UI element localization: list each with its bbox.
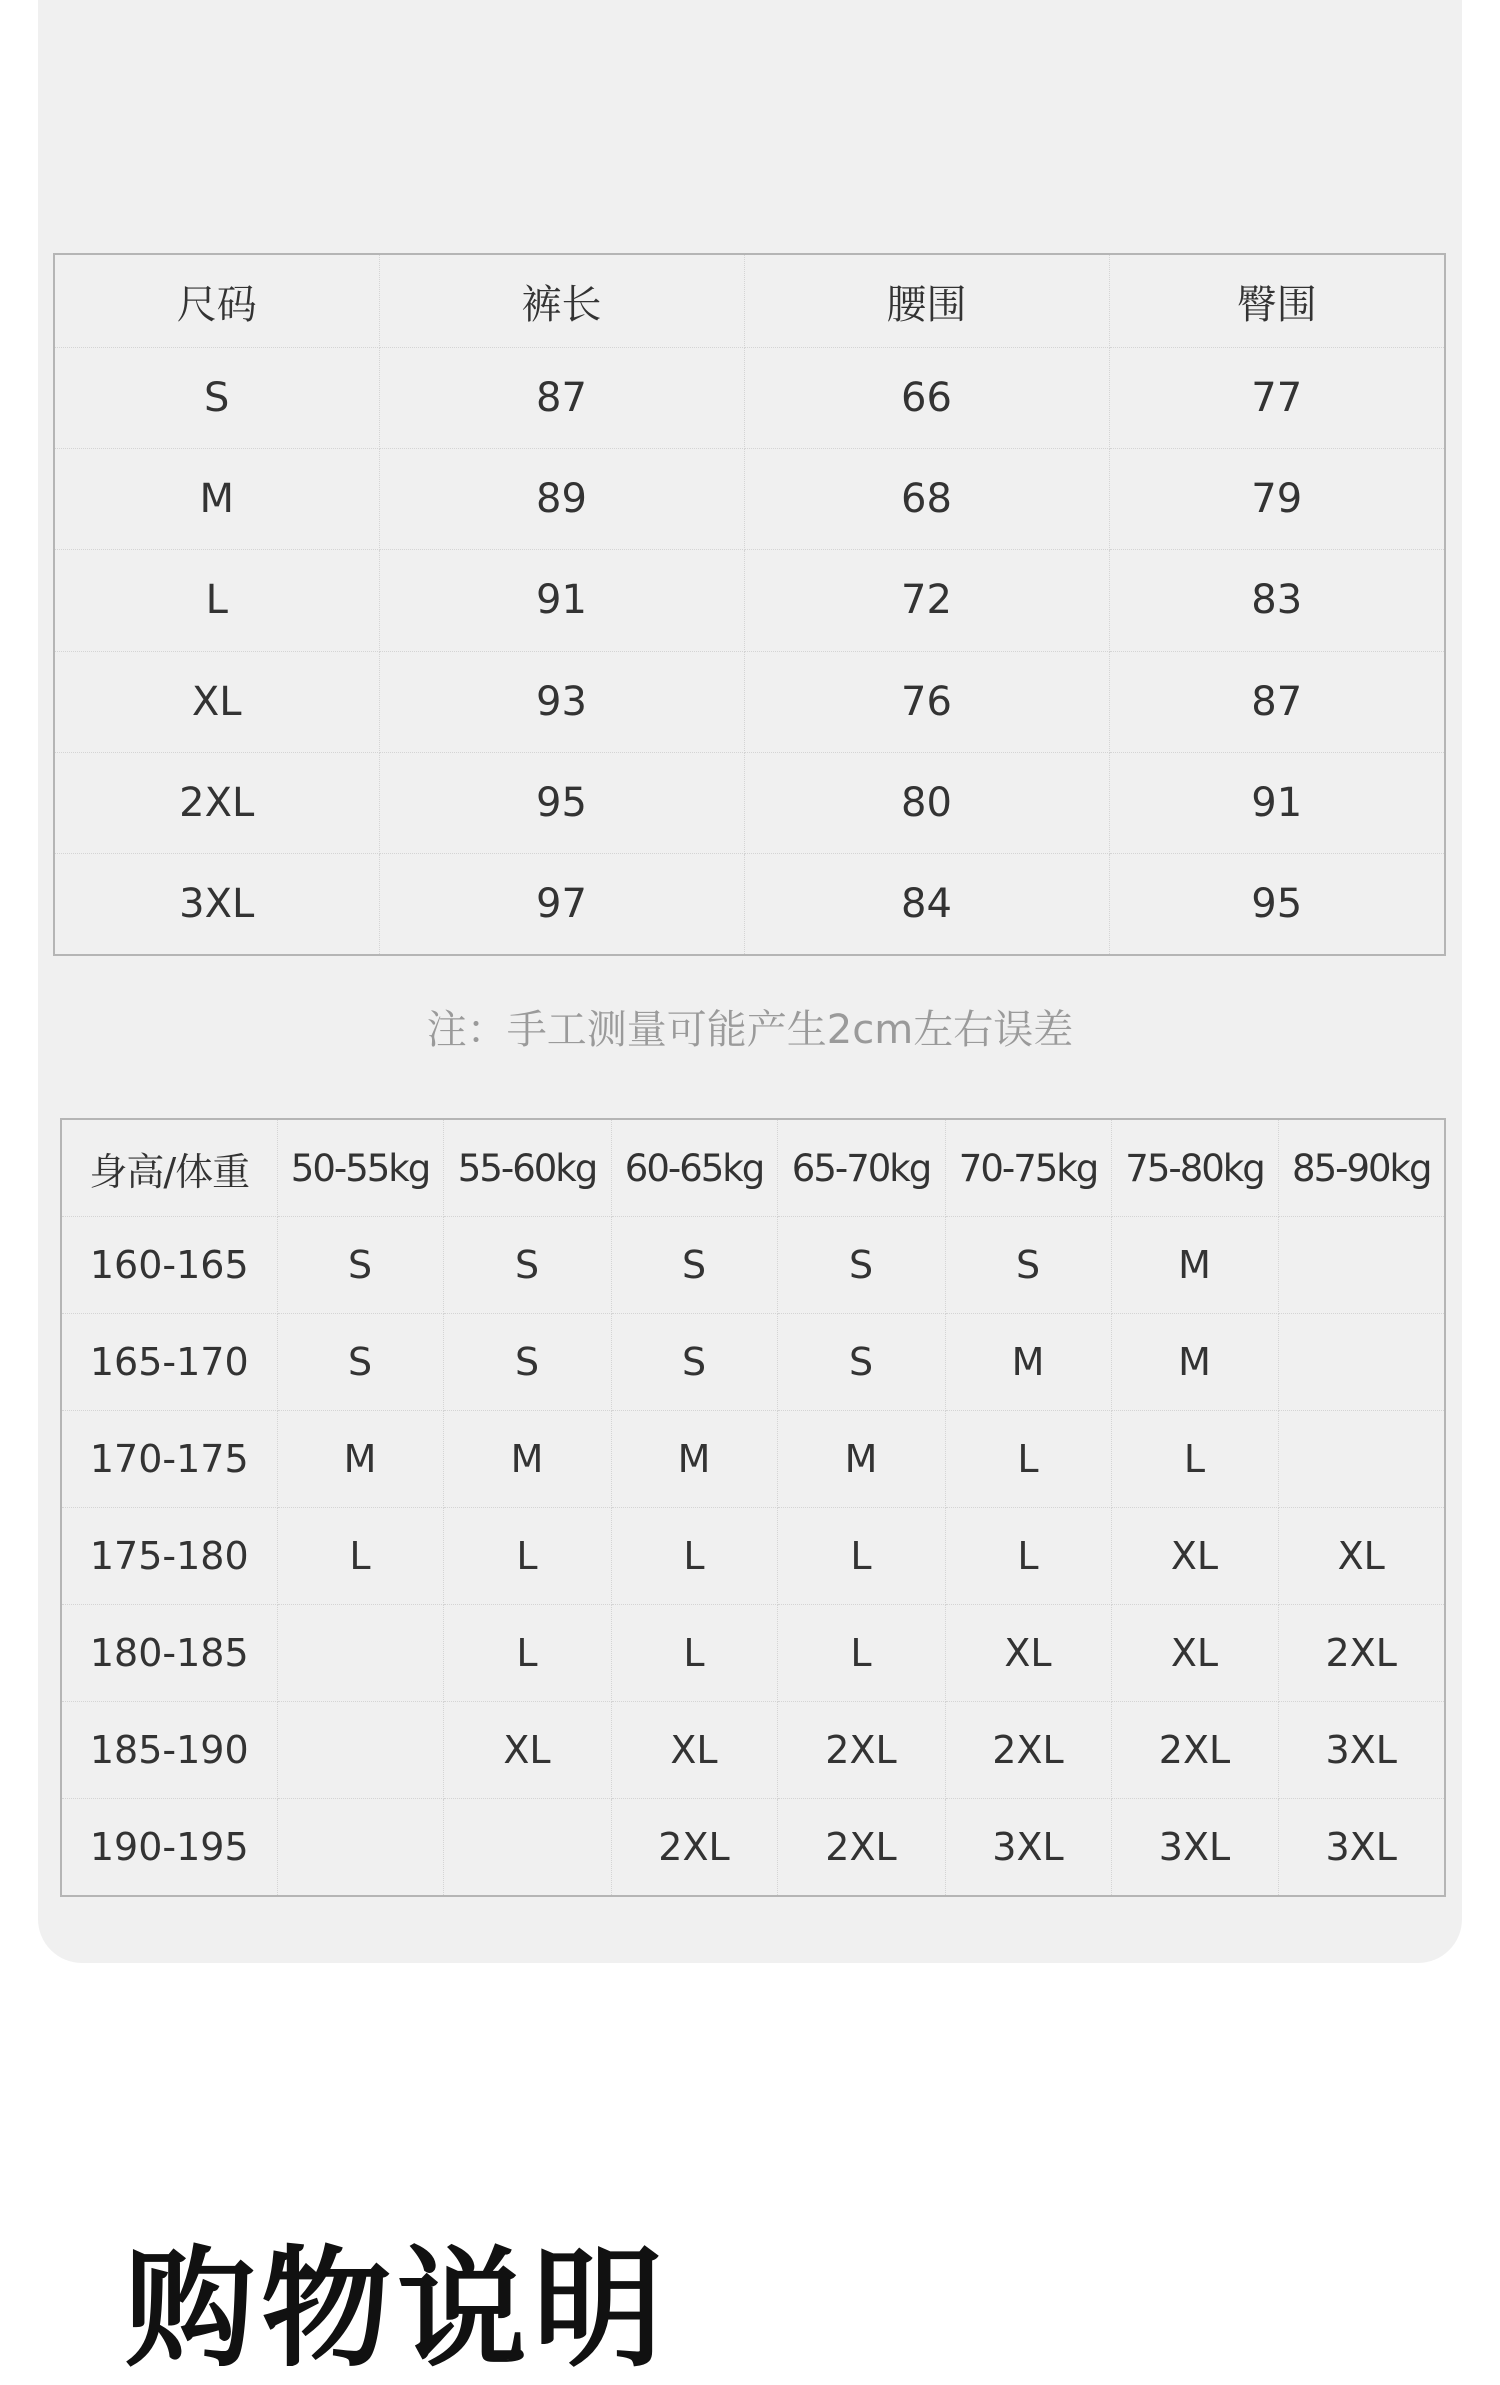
- size-cell: L: [54, 550, 379, 651]
- length-cell: 89: [379, 449, 744, 550]
- size-recommendation-table: [60, 1118, 1446, 1897]
- waist-cell: 84: [744, 853, 1109, 955]
- size-cell: XL: [611, 1702, 777, 1799]
- size-cell: 3XL: [1325, 1825, 1397, 1869]
- size-cell: [277, 1605, 443, 1702]
- length-cell: 91: [379, 550, 744, 651]
- length-cell: 93: [379, 651, 744, 752]
- hip-cell: 83: [1109, 550, 1445, 651]
- size-table-header: 腰围: [744, 254, 1109, 348]
- size-cell: M: [443, 1411, 611, 1508]
- waist-cell: 66: [744, 348, 1109, 449]
- shopping-instructions-title: 购物说明: [125, 2233, 670, 2385]
- height-cell: 185-190: [61, 1702, 277, 1799]
- hip-cell: 79: [1109, 449, 1445, 550]
- size-cell: S: [443, 1217, 611, 1314]
- table-row: [61, 1605, 1445, 1702]
- length-cell: 95: [379, 752, 744, 853]
- size-cell: S: [777, 1314, 945, 1411]
- size-cell: [443, 1799, 611, 1897]
- size-cell: S: [945, 1217, 1111, 1314]
- height-weight-header: 身高/体重: [61, 1119, 277, 1217]
- height-cell: 175-180: [61, 1508, 277, 1605]
- height-cell: 190-195: [61, 1799, 277, 1897]
- waist-cell: 80: [744, 752, 1109, 853]
- size-cell: 3XL: [54, 853, 379, 955]
- table-row: [54, 752, 1445, 853]
- length-cell: 87: [379, 348, 744, 449]
- waist-cell: 68: [744, 449, 1109, 550]
- weight-header: 75-80kg: [1111, 1119, 1278, 1217]
- size-cell: S: [277, 1217, 443, 1314]
- size-cell: L: [611, 1605, 777, 1702]
- table-row: [54, 348, 1445, 449]
- size-cell: L: [1111, 1411, 1278, 1508]
- size-cell: XL: [1278, 1508, 1445, 1605]
- table-row: [61, 1702, 1445, 1799]
- table-row: [54, 550, 1445, 651]
- size-cell: M: [54, 449, 379, 550]
- table-row: [54, 449, 1445, 550]
- hip-cell: 77: [1109, 348, 1445, 449]
- table-row: [61, 1314, 1445, 1411]
- size-table-header-row: [54, 254, 1445, 348]
- size-cell: M: [1111, 1314, 1278, 1411]
- size-cell: 2XL: [777, 1702, 945, 1799]
- size-cell: S: [54, 348, 379, 449]
- size-cell: M: [945, 1314, 1111, 1411]
- size-cell: [1278, 1411, 1445, 1508]
- size-cell: S: [277, 1314, 443, 1411]
- size-cell: 2XL: [1111, 1702, 1278, 1799]
- measurement-note: 注：手工测量可能产生2cm左右误差: [426, 1007, 1074, 1053]
- hip-cell: 91: [1109, 752, 1445, 853]
- table-row: [61, 1799, 1445, 1897]
- weight-header: 55-60kg: [443, 1119, 611, 1217]
- size-cell: M: [777, 1411, 945, 1508]
- table-row: [54, 651, 1445, 752]
- weight-header: 85-90kg: [1278, 1119, 1445, 1217]
- size-cell: [277, 1702, 443, 1799]
- size-cell: [1278, 1217, 1445, 1314]
- size-cell: L: [945, 1508, 1111, 1605]
- size-cell: XL: [945, 1605, 1111, 1702]
- size-table-header: 臀围: [1109, 254, 1445, 348]
- size-cell: 3XL: [1278, 1702, 1445, 1799]
- table-row: [61, 1508, 1445, 1605]
- size-cell: S: [611, 1314, 777, 1411]
- size-cell: XL: [443, 1702, 611, 1799]
- waist-cell: 76: [744, 651, 1109, 752]
- height-cell: 170-175: [61, 1411, 277, 1508]
- hip-cell: 95: [1251, 880, 1303, 927]
- size-cell: 2XL: [777, 1799, 945, 1897]
- fit-table-header-row: [61, 1119, 1445, 1217]
- hip-cell: 87: [1109, 651, 1445, 752]
- size-cell: L: [443, 1508, 611, 1605]
- height-cell: 180-185: [61, 1605, 277, 1702]
- size-cell: S: [611, 1217, 777, 1314]
- size-cell: L: [443, 1605, 611, 1702]
- table-row: [61, 1411, 1445, 1508]
- weight-header: 60-65kg: [611, 1119, 777, 1217]
- height-cell: 160-165: [61, 1217, 277, 1314]
- size-cell: L: [611, 1508, 777, 1605]
- size-table-header: 裤长: [379, 254, 744, 348]
- size-cell: 2XL: [1278, 1605, 1445, 1702]
- size-cell: S: [777, 1217, 945, 1314]
- length-cell: 97: [379, 853, 744, 955]
- size-cell: L: [945, 1411, 1111, 1508]
- size-cell: 3XL: [1111, 1799, 1278, 1897]
- weight-header: 70-75kg: [945, 1119, 1111, 1217]
- size-cell: XL: [1111, 1605, 1278, 1702]
- size-cell: 2XL: [54, 752, 379, 853]
- weight-header: 65-70kg: [777, 1119, 945, 1217]
- size-cell: [277, 1799, 443, 1897]
- size-cell: L: [777, 1508, 945, 1605]
- size-cell: 3XL: [945, 1799, 1111, 1897]
- size-cell: 2XL: [945, 1702, 1111, 1799]
- table-row: [61, 1217, 1445, 1314]
- weight-header: 50-55kg: [277, 1119, 443, 1217]
- waist-cell: 72: [744, 550, 1109, 651]
- size-cell: M: [611, 1411, 777, 1508]
- size-cell: XL: [54, 651, 379, 752]
- size-cell: L: [777, 1605, 945, 1702]
- size-cell: M: [1111, 1217, 1278, 1314]
- size-table-header: 尺码: [54, 254, 379, 348]
- size-cell: XL: [1111, 1508, 1278, 1605]
- size-cell: M: [277, 1411, 443, 1508]
- table-row: [54, 853, 1445, 955]
- size-cell: L: [277, 1508, 443, 1605]
- size-measurement-table: [53, 253, 1446, 956]
- size-cell: [1278, 1314, 1445, 1411]
- size-cell: S: [443, 1314, 611, 1411]
- height-cell: 165-170: [61, 1314, 277, 1411]
- size-cell: 2XL: [611, 1799, 777, 1897]
